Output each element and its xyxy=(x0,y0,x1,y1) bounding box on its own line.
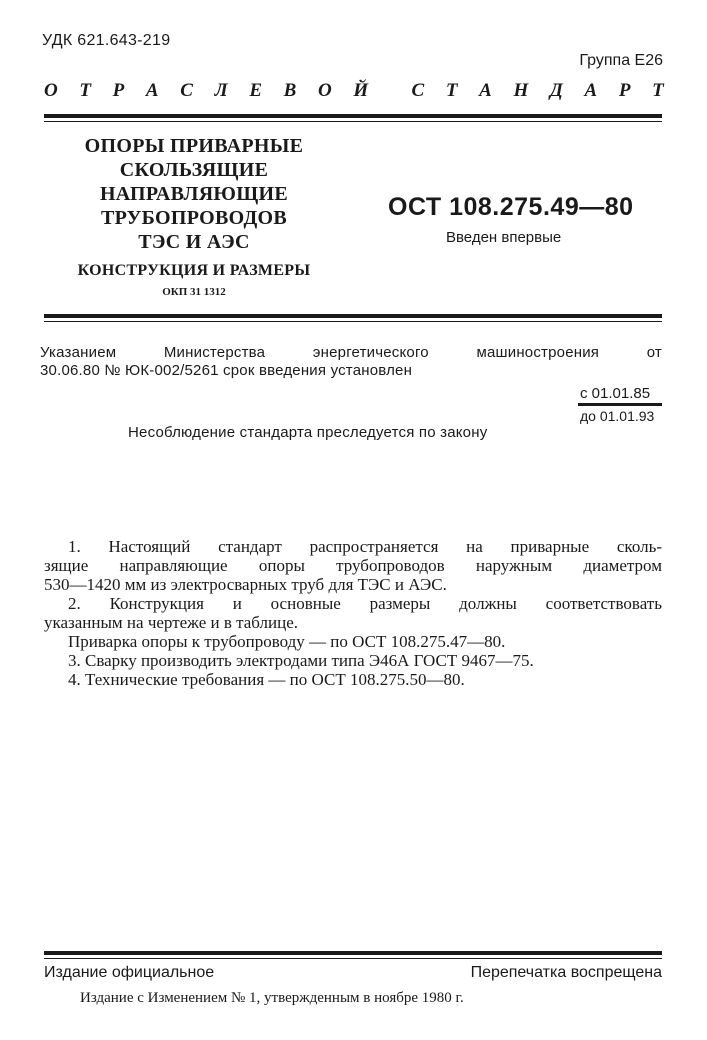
header-rule-thick xyxy=(44,114,662,118)
title-line: ТРУБОПРОВОДОВ xyxy=(100,207,288,229)
date-divider-rule xyxy=(578,403,662,406)
clause-2-line-2: указанным на чертеже и в таблице. xyxy=(44,613,298,632)
clause-1-line-1: 1. Настоящий стандарт распространяется на приварные сколь- xyxy=(68,537,662,556)
title-line: ТЭС И АЭС xyxy=(138,231,250,253)
clause-3: 3. Сварку производить электродами типа Э46А ГОСТ 9467—75. xyxy=(68,651,534,670)
branch-standard-heading xyxy=(44,80,664,102)
branch-standard-letter: Й xyxy=(353,80,369,101)
official-edition-label: Издание официальное xyxy=(44,964,215,981)
standard-subtitle: КОНСТРУКЦИЯ И РАЗМЕРЫ xyxy=(77,262,311,279)
clause-1-line-2: зящие направляющие опоры трубопроводов наружным диаметром xyxy=(44,556,662,575)
branch-standard-letter: Д xyxy=(549,80,563,101)
branch-standard-letter: Р xyxy=(112,80,125,101)
edition-change-note: Издание с Изменением № 1, утвержденным в ноябре 1980 г. xyxy=(80,990,464,1006)
clause-1-line-3: 530—1420 мм из электросварных труб для ТЭС и АЭС. xyxy=(44,575,447,594)
branch-standard-letter: А xyxy=(479,80,492,101)
clauses-section xyxy=(44,537,662,689)
clause-4: 4. Технические требования — по ОСТ 108.275.50—80. xyxy=(68,670,465,689)
branch-standard-letter: Т xyxy=(79,80,91,101)
decree-line-1: Указанием Министерства энергетического машиностроения от xyxy=(40,344,662,361)
standard-title-block xyxy=(44,134,344,300)
title-rule-thin xyxy=(44,321,662,322)
branch-standard-letter: С xyxy=(180,80,193,101)
date-from: с 01.01.85 xyxy=(580,385,651,402)
group-code: Группа Е26 xyxy=(579,52,663,69)
clause-2-line-3: Приварка опоры к трубопроводу — по ОСТ 108.275.47—80. xyxy=(68,632,506,651)
branch-standard-letter: Е xyxy=(249,80,262,101)
clause-2-line-1: 2. Конструкция и основные размеры должны соответствовать xyxy=(68,594,662,613)
title-line: ОПОРЫ ПРИВАРНЫЕ xyxy=(84,135,304,157)
footer-rule-thick xyxy=(44,951,662,955)
branch-standard-letter: Л xyxy=(214,80,228,101)
penalty-note: Несоблюдение стандарта преследуется по закону xyxy=(128,424,488,441)
standard-designation: ОСТ 108.275.49—80 xyxy=(388,193,634,221)
decree-line-2: 30.06.80 № ЮК-002/5261 срок введения установлен xyxy=(40,362,413,379)
branch-standard-letter: Т xyxy=(445,80,458,101)
footer-rule-thin xyxy=(44,958,662,959)
branch-standard-letter: А xyxy=(145,80,159,101)
branch-standard-letter: О xyxy=(44,80,58,101)
branch-standard-letter: А xyxy=(584,80,598,101)
udk-code: УДК 621.643-219 xyxy=(42,32,171,49)
branch-standard-letter: Р xyxy=(618,80,631,101)
introduced-note: Введен впервые xyxy=(446,229,562,246)
branch-standard-letter: С xyxy=(411,80,425,101)
title-line: СКОЛЬЗЯЩИЕ xyxy=(119,159,269,181)
branch-standard-letter: Т xyxy=(652,80,664,101)
branch-standard-letter: Н xyxy=(513,80,529,101)
branch-standard-letter: В xyxy=(283,80,297,101)
header-rule-thin xyxy=(44,121,662,122)
date-to: до 01.01.93 xyxy=(580,408,655,424)
okp-code: ОКП 31 1312 xyxy=(162,286,226,298)
title-rule-thick xyxy=(44,314,662,318)
reprint-prohibited-label: Перепечатка воспрещена xyxy=(470,964,662,981)
title-line: НАПРАВЛЯЮЩИЕ xyxy=(99,183,289,205)
branch-standard-letter: О xyxy=(318,80,332,101)
